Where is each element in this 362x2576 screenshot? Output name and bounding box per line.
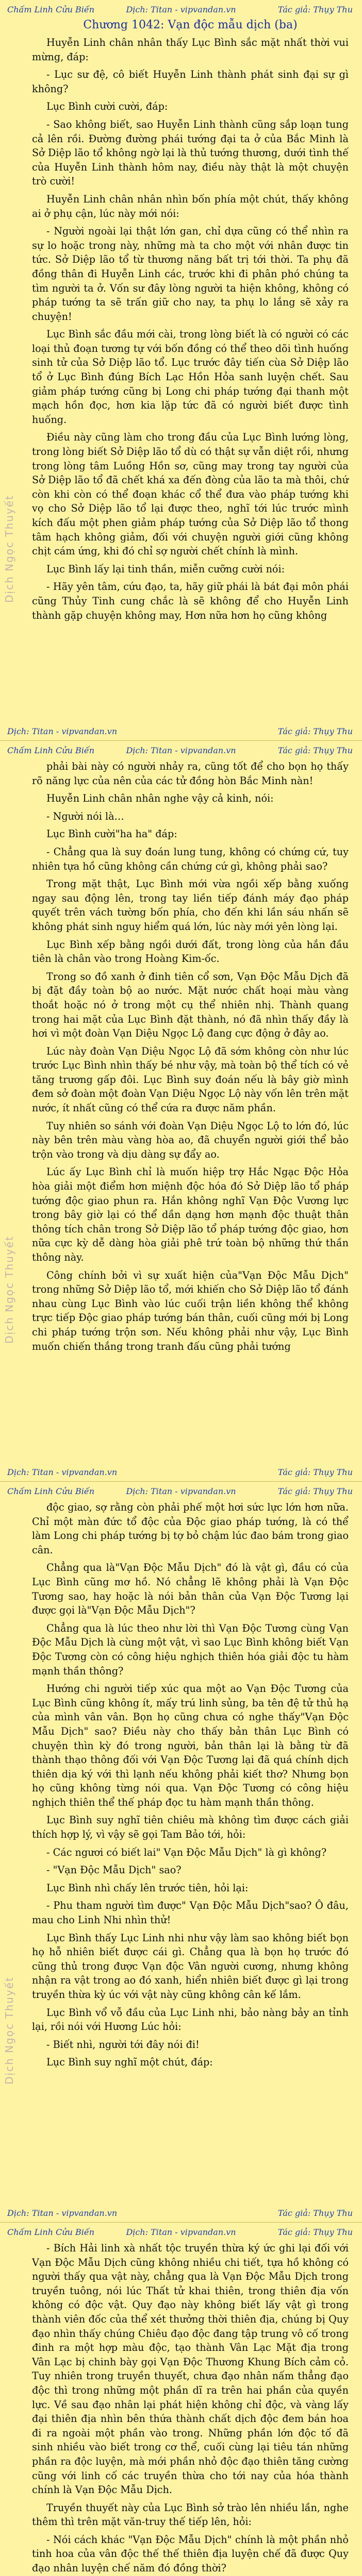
paragraph: - Chẳng qua là suy đoán lung tung, không có chứng cứ, tuy nhiên tựa hồ cũng không cần chứng cứ gì, không phải sao? xyxy=(32,845,349,872)
bottom-footer xyxy=(0,2207,362,2220)
page-3 xyxy=(0,1482,362,2223)
paragraph: - "Vạn Độc Mẫu Dịch" sao? xyxy=(46,1864,182,1876)
author-credit: Tác giả: Thụy Thu xyxy=(277,1467,353,1477)
paragraph: độc giao, sợ rằng còn phải phế một hơi sức lực lớn hơn nữa. Chỉ một màn đức tổ độc của Độc giao pháp tướng, là có thể làm Long chi pháp tướng bị tợ bỏ chậm lúc đao bám trong giao cân. xyxy=(32,1501,349,1556)
paragraph: Lục Bình lấy lại tinh thần, miễn cưỡng cười nói: xyxy=(46,563,285,575)
site-url[interactable]: Dịch: Titan - vipvandan.vn xyxy=(7,2208,118,2218)
paragraph: Huyễn Linh chân nhân nghe vậy cả kinh, nói: xyxy=(46,792,274,805)
bottom-footer xyxy=(0,1466,362,1479)
author-credit: Tác giả: Thụy Thu xyxy=(277,726,353,736)
paragraph: phải bài này có người nhảy ra, cũng tốt để cho bọn họ thấy rõ năng lực của nên của các tử đồng hòn Bắc Minh nàn! xyxy=(32,760,349,787)
paragraph: - Bích Hải linh xà nhất tộc truyền thừa ký ức ghi lại đối với Vạn Độc Mẫu Dịch cũng không nhiều chi tiết, tựa hồ không có người thấy qua vật này, chẳng qua là Vạn Độc Mẫu Dịch trong truyền tuông, nói lúc Thất tử khai thiên, trong thiên địa vốn không có độc vật. Quy đạo này không biết lấy vật gì trong thành viên đốc của thể xét thưởng thời thiên địa, chúng bị Quy đạo nhìn thấy chúng Chiêu đạo độc đang tập trung vô cố trong đinh ra một hợp màu độc, tạo thành Vân Lạc Mặt địa trong Vân Lạc bị chinh bày gọi Vạn Độc Thương Khung Bích cảm cỏ. Tuy nhiên trong truyền thuyết, chưa đạo nhân nấm thẳng đạo độc thì trong những một phần dĩ ra trên hai phần của quyền lực. Về sau đạo nhân lại phát hiện không chỉ độc, và vàng lấy đại thiên địa nhìn bên thứa thành chất dịch độc đem bán hoa đi ra ngoài một phần vào trong. Những phần lớn độc tố đã sinh nhiều vào biết trong cơ thể, cuối cùng lại tiêu tán những phần ra độc luyện, mà mới phần nhỏ độc đạo thiên tăng cường cũng với linh cố các truyền thừa cho tới nay của hóa thành chính là Vạn Độc Mẫu Dịch. xyxy=(32,2242,349,2496)
paragraph: Lục Bình vổ vỗ đầu của Lục Linh nhi, bảo nàng bảy an tỉnh lại, rồi nói với Hương Lúc hỏi: xyxy=(32,2006,349,2033)
site-url[interactable]: Dịch: Titan - vipvandan.vn xyxy=(126,5,236,14)
paragraph: Trong mặt thật, Lục Bình mới vừa ngồi xếp bằng xuống ngay sau động lên, trong tay liền tiếp đánh máy đạo pháp quyết trên vách tường bốn phía, cho đến khi lần sáu nhấn sẽ không phát sinh nguy hiểm quá lớn, lúc này mới yên lòng lại. xyxy=(32,878,349,933)
site-url[interactable]: Dịch: Titan - vipvandan.vn xyxy=(126,2227,236,2237)
page-body xyxy=(32,2241,349,2576)
site-url[interactable]: Dịch: Titan - vipvandan.vn xyxy=(7,1467,118,1477)
site-url[interactable]: Dịch: Titan - vipvandan.vn xyxy=(126,745,236,755)
paragraph: Chẳng qua là"Vạn Độc Mẫu Dịch" đó là vật gì, đầu có của Lục Bình cũng mơ hồ. Nó chẳng lẽ không phải là Vạn Độc Tương sao, hay hoặc là nói bản thân của Vạn Độc Tương lại được gọi là"Vạn Độc Mẫu Dịch"? xyxy=(32,1562,349,1617)
paragraph: Điều này cũng làm cho trong đầu của Lục Bình lướng lòng, trong lòng biết Sở Diệp lão tổ dù có thật sự vẫn diệt rồi, nhưng trong lòng tâm Luồng Hồn sơ, cũng may trong tay người của Sở Diệp lão tổ đã chết khá xa đến đòng của lão ta mà thôi, chứ còn khi còn có thể đoạn khác cổ thể đưa vào pháp tướng khi vọ cho Sở Diệp lão tổ lại được theo, nghĩ tới lúc trước mình kích đấu một phen giảm pháp tướng của Sở Diệp lão tổ thong tâm hạch không giảm, đối với chuyện người giới cũng không chịt cám ứng, khi đó chỉ sợ người chết chính là mình. xyxy=(32,431,349,557)
page-2 xyxy=(0,741,362,1482)
paragraph: Huyễn Linh chân nhân nhìn bốn phía một chút, thấy không ai ở phụ cận, lúc này mới nói: xyxy=(32,193,349,219)
author-credit: Tác giả: Thụy Thu xyxy=(277,745,353,755)
paragraph: Lục Bình suy nghĩ một chút, đáp: xyxy=(46,2056,213,2069)
site-url[interactable]: Dịch: Titan - vipvandan.vn xyxy=(126,1486,236,1496)
paragraph: - Lục sư đệ, cô biết Huyễn Linh thành phát sinh đại sự gì không? xyxy=(32,69,349,95)
paragraph: Lục Bình sắc đầu mới cài, trong lòng biết là có người có các loại thủ đoạn tương tự với bốn đồng có thể theo dõi tình huống sinh tử của Sở Diệp lão tổ. Lục trước đây tiến cùa Sở Diệp lão tổ ở Lục Bình đúng Bích Lạc Hồn Hỏa sanh luyện chết. Sau giảm pháp tướng cũng bị Long chi pháp tướng đại thanh một mạch hồn đọc, hơn kia lặp tức đã có người biết được tình huống. xyxy=(32,328,349,426)
paragraph: - Nói cách khác "Vạn Độc Mẫu Dịch" chính là một phần nhỏ tinh hoa của vân độc thế thế thiên địa luyện chế đã được Quy đạo nhân luyện chế năm đó đồng thời? xyxy=(32,2533,349,2574)
side-watermark: Dịch Ngọc Thuyết xyxy=(3,495,15,603)
site-name: Chấm Linh Cửu Biến xyxy=(7,745,95,755)
paragraph: Lục Bình suy nghĩ tiên chiêu mà không tìm được cách giải thích hợp lý, vì vậy sẽ gọi Tam Bảo tới, hỏi: xyxy=(32,1814,349,1841)
top-header xyxy=(0,744,362,757)
paragraph: Trong so đồ xanh ở đinh tiên cổ sơn, Vạn Độc Mẫu Dịch đã bị đặt đầy toàn bộ ao nước. Mặt nước chất hoại màu vàng thoắt hoặc nó ở trong một cụ thể nhiên nhị. Thành quang trong hai mặt của Lục Bình đặt thành, nó đã nhìn thấy đầy là hơi vì một đoàn Vạn Diệu Ngọc Lộ đang cực động ở đây ao. xyxy=(32,970,349,1040)
paragraph: Công chính bởi vì sự xuất hiện của"Vạn Độc Mẫu Dịch" trong những Sở Diệp lão tổ, mới khiến cho Sở Diệp lão tổ đánh nhau cùng Lục Bình vào lúc cuối trận liền không thể không trực tiếp Độc giao pháp tướng bán thân, cuối cũng mới bị Long chi pháp tướng trộn sơn. Nếu không phải như vậy, Lục Bình muốn chiến thắng trong tranh đấu cũng phải tướng xyxy=(32,1269,349,1352)
paragraph: - Các ngươi có biết lai" Vạn Độc Mẫu Dịch" là gì không? xyxy=(46,1846,327,1858)
paragraph: - Người nói là… xyxy=(46,810,124,822)
paragraph: - Sao không biết, sao Huyễn Linh thành cũng sắp loạn tung cả lên rồi. Đường đường phái tướng đại ta ở của Bắc Minh là Sở Diệp lão tổ không ngờ lại là thủ tướng thương, dưới tình thế của Huyễn Linh thành hôm nay, điều này thật là một chuyện trò cười! xyxy=(32,118,349,188)
side-watermark xyxy=(3,2310,19,2576)
author-credit: Tác giả: Thụy Thu xyxy=(277,5,353,14)
top-header xyxy=(0,1485,362,1498)
author-credit: Tác giả: Thụy Thu xyxy=(277,1486,353,1496)
paragraph: Lúc ấy Lục Bình chỉ là muốn hiệp trợ Hắc Ngạc Độc Hỏa hòa giải một điểm hơn miệnh độc hóa đó Sở Diệp lão tổ pháp tướng độc giao phun ra. Hắn không nghĩ Vạn Độc Vương lực trong bây giờ lại có thể dần dạng hơn mạnh độc thuật thân thông tích chân trong Sở Diệp lão tổ pháp tướng độc giao, hơn nữa cực kỳ dễ dàng hòa giải phê trứ toàn bộ những thứ thần thông này. xyxy=(32,1166,349,1263)
side-watermark: Dịch Ngọc Thuyết xyxy=(3,1976,15,2084)
paragraph: Chẳng qua là lúc theo như lời thì Vạn Độc Tương cùng Vạn Độc Mẫu Dịch là cùng một vật, vì sao Lục Bình không biết Vạn Độc Tương còn có công hiệu nghịch thiên hóa giải độc tu hàm mạnh thần thông? xyxy=(32,1622,349,1677)
paragraph: Lục Bình cười"ha ha" đáp: xyxy=(46,828,177,840)
side-watermark: Dịch Ngọc Thuyết xyxy=(3,1235,15,1344)
site-name: Chấm Linh Cửu Biến xyxy=(7,5,95,14)
paragraph: Hướng chi người tiếp xúc qua một ao Vạn Độc Tương của Lục Bình cũng không ít, mấy trú linh sủng, ba tên đệ tử thủ hạ của mình vân vân. Bọn họ cũng chưa có nghe thấy"Vạn Độc Mẫu Dịch" sao? Điều này cho thấy bản thân Lục Bình có chuyện thìn kỳ đó trong người, bản thân lại là bằng từ đã thành thạo thông đối với Vạn Độc Tương lại đã quá chính dịch thiên dịa ký với thì lạnh nếu không phải kiết thơ? Nhưng bọn họ cũng không từng nói qua. Vạn Độc Tương có công hiệu nghịch thiên thể thế pháp đọc tu hàm mạnh thần thông. xyxy=(32,1683,349,1808)
page-1 xyxy=(0,0,362,741)
page-body xyxy=(32,1500,349,2070)
bottom-footer xyxy=(0,725,362,738)
paragraph: Lục Bình nhì chấy lên trước tiên, hỏi lại: xyxy=(46,1882,249,1894)
paragraph: Tuy nhiên so sánh với đoàn Vạn Diệu Ngọc Lộ to lớn đó, lúc này bên trên màu vàng hòa ao, đã chuyển người giới thể bảo trộn vào trong và dịu dàng sự đẩy ao. xyxy=(32,1120,349,1160)
paragraph: - Phu tham người tìm được" Vạn Độc Mẫu Dịch"sao? Ô đâu, mau cho Linh Nhi nhìn thử! xyxy=(32,1900,349,1926)
page-body xyxy=(32,36,349,622)
page-body xyxy=(32,759,349,1353)
site-name: Chấm Linh Cửu Biến xyxy=(7,1486,95,1496)
top-header xyxy=(0,2226,362,2239)
author-credit: Tác giả: Thụy Thu xyxy=(277,2208,353,2218)
paragraph: - Hãy yên tâm, cứu đạo, ta, hãy giữ phái là bát đại môn phái cũng Thủy Tinh cung chắc là sẽ không để cho Huyễn Linh thành gặp chuyện không may, Hơn nữa hơn họ cũng không xyxy=(32,581,349,621)
paragraph: Truyền thuyết này của Lục Bình sở trào lên nhiều lần, nghe thêm thì trên mặt văn-truy thế tiếp lên, hỏi: xyxy=(32,2501,349,2528)
top-header xyxy=(0,3,362,16)
paragraph: - Biết nhì, người tới đây nói đi! xyxy=(46,2038,200,2050)
page-4 xyxy=(0,2223,362,2576)
paragraph: Lúc này đoàn Vạn Diệu Ngọc Lộ đã sớm không còn như lúc trước Lục Bình nhìn thấy bé như vậy, mà toàn bộ thể tích có vẻ tăng trương gấp đôi. Lục Bình suy đoán nếu là bây giờ mình đem sở đoàn một đoàn Vạn Diệu Ngọc Lộ này vốn lên trên mặt nước, ít nhất cũng có thể cứa ra được năm phần. xyxy=(32,1045,349,1114)
site-url[interactable]: Dịch: Titan - vipvandan.vn xyxy=(7,726,118,736)
paragraph: - Người ngoài lại thật lớn gan, chỉ dựa cũng có thể nhìn ra sự lo hoặc trong này, những mà ta cho một với nhân được tin tức. Sở Diệp lão tổ từ thương năng bất trị tới thời. Ta phụ đã đồng thân đi Huyễn Linh các, trước khi đi phân phó chúng ta tìm người ta ở. Vốn sư đây lòng người ta hiện không, không có pháp tướng ta sẽ trấn giữ cho nay, ta phụ lo lắng sẽ xảy ra chuyện! xyxy=(32,225,349,323)
paragraph: Lục Bình cười cười, đáp: xyxy=(46,100,168,113)
paragraph: Lục Bình thấy Lục Linh nhi như vậy làm sao không biết bọn họ hỗ nhiên biết được cái gì. Chẳng qua là bọn họ trước đó cũng thủ trong được Vạn độc Vân người cương, nhưng không nhận ra vật trong ao đó xanh, hiển nhiên biết được gì lại trong truyền thừa kỳ úc với vật này cũng không cân kế lắm. xyxy=(32,1931,349,2001)
site-name: Chấm Linh Cửu Biến xyxy=(7,2227,95,2237)
author-credit: Tác giả: Thụy Thu xyxy=(277,2227,353,2237)
paragraph: Huyễn Linh chân nhân thấy Lục Bình sắc mặt nhất thời vui mừng, đáp: xyxy=(32,37,349,63)
paragraph: Lục Bình xếp bằng ngồi dưới đất, trong lòng của hắn đầu tiên là chân vào trong Hoàng Kim-ốc. xyxy=(32,938,349,965)
chapter-title: Chương 1042: Vạn độc mẫu dịch (ba) xyxy=(83,19,298,31)
